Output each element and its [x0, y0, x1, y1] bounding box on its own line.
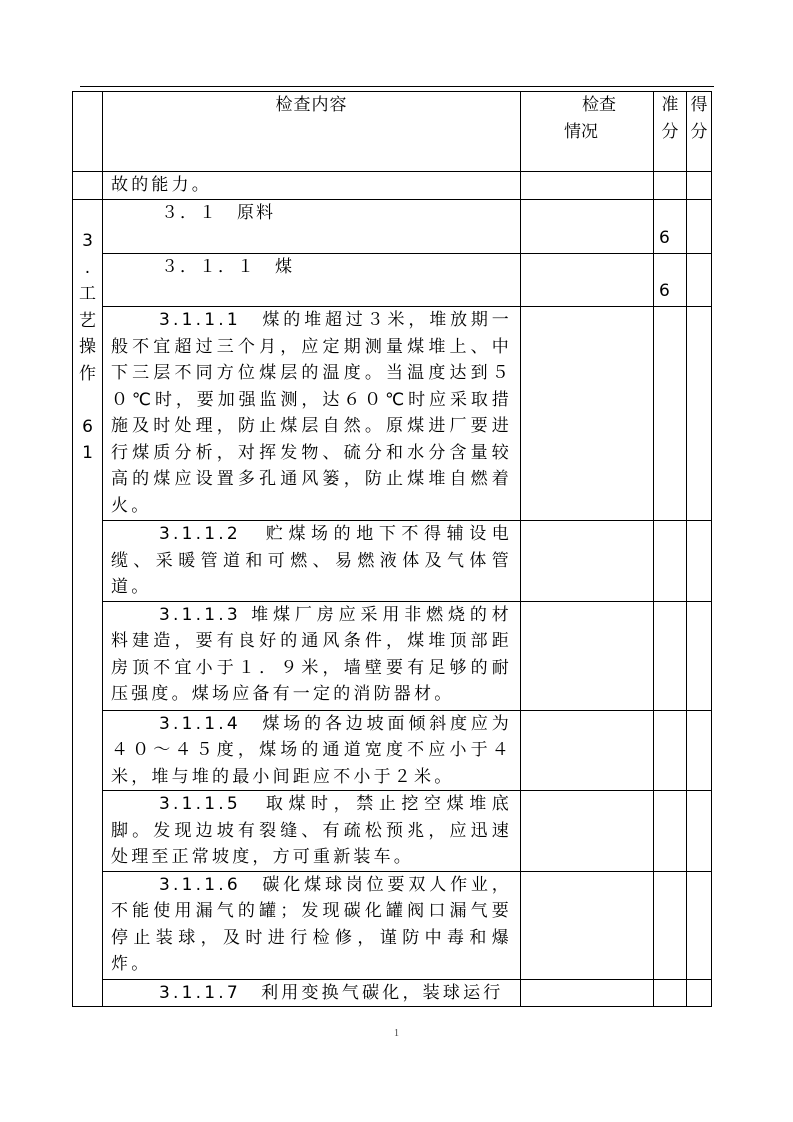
content-cell: ３．１ 原料	[103, 200, 521, 254]
table-header-row	[73, 92, 712, 172]
content-cell: 故的能力。	[103, 172, 521, 200]
max-score-cell	[654, 172, 687, 200]
section-label-char: 3	[82, 231, 93, 251]
header-max-score-line2: 分	[661, 121, 679, 142]
score-cell[interactable]	[687, 172, 712, 200]
section-label-char: 工	[79, 284, 96, 304]
content-cell: 3.1.1.3 堆煤厂房应采用非燃烧的材料建造，要有良好的通风条件，煤堆顶部距房顶不宜小于１．９米，墙壁要有足够的耐压强度。煤场应备有一定的消防器材。	[103, 601, 521, 710]
score-cell[interactable]	[687, 521, 712, 602]
content-cell: 3.1.1.2 贮煤场的地下不得辅设电缆、采暖管道和可燃、易燃液体及气体管道。	[103, 521, 521, 602]
header-score-line1: 得	[690, 95, 708, 115]
section-cell	[73, 172, 103, 200]
max-score-cell	[654, 791, 687, 872]
page-number: 1	[394, 1028, 399, 1039]
status-cell[interactable]	[521, 601, 654, 710]
max-score-cell	[654, 871, 687, 979]
content-cell: 3.1.1.1 煤的堆超过３米，堆放期一般不宜超过三个月，应定期测量煤堆上、中下三层不同方位煤层的温度。当温度达到５０℃时，要加强监测，达６０℃时应采取措施及时处理，防止煤层自然。原煤进厂要进行煤质分析，对挥发物、硫分和水分含量较高的煤应设置多孔通风篓，防止煤堆自燃着火。	[103, 307, 521, 521]
content-cell: 3.1.1.4 煤场的各边坡面倾斜度应为４０～４５度，煤场的通道宽度不应小于４米，堆与堆的最小间距应不小于２米。	[103, 710, 521, 791]
section-label-char: 作	[79, 363, 96, 384]
section-label-char: 艺	[79, 310, 96, 331]
section-label-char: 6	[82, 416, 93, 437]
score-cell[interactable]	[687, 710, 712, 791]
header-content: 检查内容	[103, 92, 521, 172]
max-score-cell	[654, 521, 687, 602]
max-score-cell	[654, 601, 687, 710]
score-cell[interactable]	[687, 871, 712, 979]
section-label-char: 操	[79, 337, 96, 357]
content-cell: 3.1.1.6 碳化煤球岗位要双人作业，不能使用漏气的罐；发现碳化罐阀口漏气要停止装球，及时进行检修，谨防中毒和爆炸。	[103, 871, 521, 979]
header-status	[521, 92, 654, 172]
table-row	[73, 601, 712, 710]
header-score-line2: 分	[690, 121, 708, 142]
status-cell[interactable]	[521, 710, 654, 791]
table-row	[73, 979, 712, 1007]
header-rule	[80, 86, 714, 87]
table-row	[73, 307, 712, 521]
section-label-char: 1	[82, 443, 93, 463]
table-row	[73, 200, 712, 254]
max-score-cell	[654, 307, 687, 521]
status-cell[interactable]	[521, 307, 654, 521]
table-row	[73, 521, 712, 602]
status-cell[interactable]	[521, 254, 654, 307]
header-score	[687, 92, 712, 172]
header-max-score	[654, 92, 687, 172]
status-cell[interactable]	[521, 871, 654, 979]
score-cell[interactable]	[687, 254, 712, 307]
table-row	[73, 791, 712, 872]
status-cell[interactable]	[521, 521, 654, 602]
score-cell[interactable]	[687, 791, 712, 872]
table-row	[73, 710, 712, 791]
content-cell: 3.1.1.7 利用变换气碳化，装球运行	[103, 979, 521, 1007]
header-status-line2: 情况	[564, 121, 598, 142]
section-label-spacer	[73, 387, 102, 414]
score-cell[interactable]	[687, 979, 712, 1007]
score-cell[interactable]	[687, 601, 712, 710]
table-row	[73, 254, 712, 307]
header-max-score-line1: 准	[661, 95, 679, 115]
content-cell: ３．１．１ 煤	[103, 254, 521, 307]
score-cell[interactable]	[687, 307, 712, 521]
table-row	[73, 172, 712, 200]
max-score-cell	[654, 979, 687, 1007]
score-cell[interactable]	[687, 200, 712, 254]
inspection-table	[72, 91, 712, 1007]
status-cell[interactable]	[521, 200, 654, 254]
status-cell[interactable]	[521, 172, 654, 200]
section-label-char: .	[84, 257, 91, 278]
max-score-cell	[654, 710, 687, 791]
status-cell[interactable]	[521, 979, 654, 1007]
content-cell: 3.1.1.5 取煤时，禁止挖空煤堆底脚。发现边坡有裂缝、有疏松预兆，应迅速处理至正常坡度，方可重新装车。	[103, 791, 521, 872]
max-score-cell: 6	[654, 200, 687, 254]
status-cell[interactable]	[521, 791, 654, 872]
max-score-cell: 6	[654, 254, 687, 307]
section-label-cell	[73, 200, 103, 1007]
table-row	[73, 871, 712, 979]
header-section-cell	[73, 92, 103, 172]
header-status-line1: 检查	[582, 95, 616, 115]
